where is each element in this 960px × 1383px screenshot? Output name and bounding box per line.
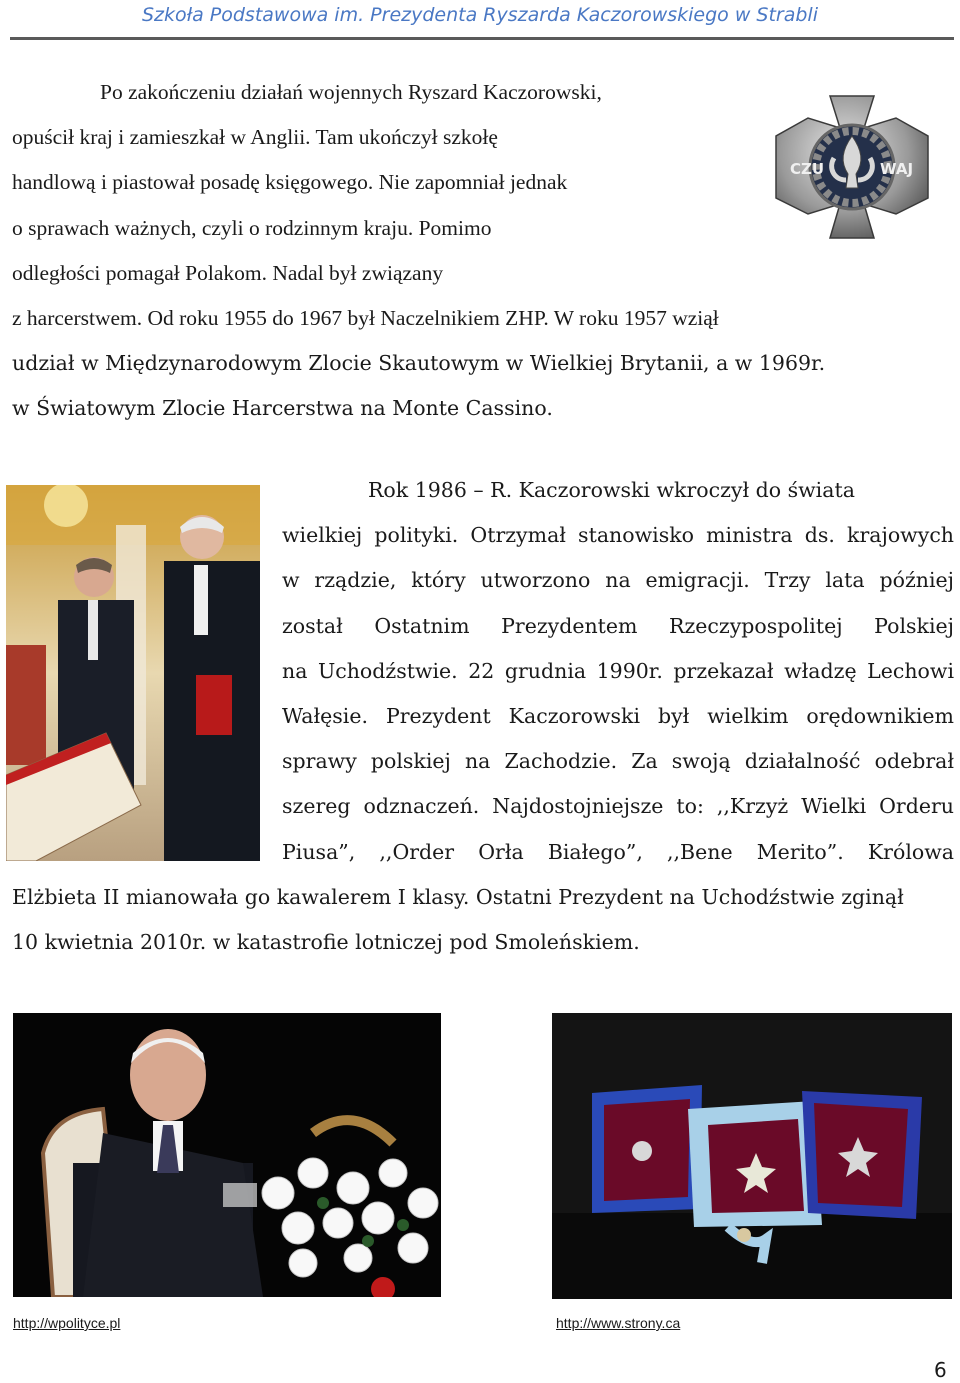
text-line: handlową i piastował posadę księgowego. Nie zapomniał jednak bbox=[12, 170, 568, 195]
text-line: Rok 1986 – R. Kaczorowski wkroczył do świata bbox=[368, 478, 855, 502]
source-link-strony[interactable]: http://www.strony.ca bbox=[556, 1315, 681, 1331]
text-line: 10 kwietnia 2010r. w katastrofie lotniczej pod Smoleńskiem. bbox=[12, 930, 640, 955]
text-line: odległości pomagał Polakom. Nadal był związany bbox=[12, 260, 444, 285]
source-link-wpolityce[interactable]: http://wpolityce.pl bbox=[13, 1315, 121, 1331]
text-line: szereg odznaczeń. Najdostojniejsze to: ,,Krzyż Wielki Orderu bbox=[282, 794, 954, 819]
portrait-photo bbox=[13, 1013, 441, 1297]
text-line: z harcerstwem. Od roku 1955 do 1967 był Naczelnikiem ZHP. W roku 1957 wziął bbox=[12, 306, 719, 331]
page-number: 6 bbox=[934, 1358, 947, 1382]
text-line: wielkiej polityki. Otrzymał stanowisko ministra ds. krajowych bbox=[282, 523, 954, 548]
text-line: o sprawach ważnych, czyli o rodzinnym kraju. Pomimo bbox=[12, 215, 492, 240]
badge-text-left: CZU bbox=[790, 160, 825, 178]
text-line: Elżbieta II mianowała go kawalerem I klasy. Ostatni Prezydent na Uchodźstwie zginął bbox=[12, 884, 904, 909]
badge-text-right: WAJ bbox=[880, 160, 914, 178]
scout-cross-badge-photo bbox=[768, 88, 936, 253]
text-line: opuścił kraj i zamieszkał w Anglii. Tam ukończył szkołę bbox=[12, 125, 498, 150]
text-line: w rządzie, który utworzono na emigracji. Trzy lata później bbox=[282, 568, 954, 593]
page-header: Szkoła Podstawowa im. Prezydenta Ryszarda Kaczorowskiego w Strabli bbox=[141, 4, 818, 26]
medals-photo bbox=[552, 1013, 952, 1299]
text-line: w Światowym Zlocie Harcerstwa na Monte Cassino. bbox=[12, 396, 553, 421]
text-line: udział w Międzynarodowym Zlocie Skautowym w Wielkiej Brytanii, a w 1969r. bbox=[12, 351, 826, 376]
text-line: na Uchodźstwie. 22 grudnia 1990r. przekazał władzę Lechowi bbox=[282, 658, 954, 683]
text-line: Piusa”, ,,Order Orła Białego”, ,,Bene Merito”. Królowa bbox=[282, 839, 954, 864]
text-line: został Ostatnim Prezydentem Rzeczypospolitej Polskiej bbox=[282, 613, 954, 638]
paragraph-politics bbox=[12, 468, 954, 965]
text-line: Wałęsie. Prezydent Kaczorowski był wielkim orędownikiem bbox=[282, 704, 954, 729]
text-line: Po zakończeniu działań wojennych Ryszard Kaczorowski, bbox=[100, 80, 602, 104]
text-line: sprawy polskiej na Zachodzie. Za swoją działalność odebrał bbox=[282, 749, 954, 774]
header-rule bbox=[10, 37, 954, 40]
